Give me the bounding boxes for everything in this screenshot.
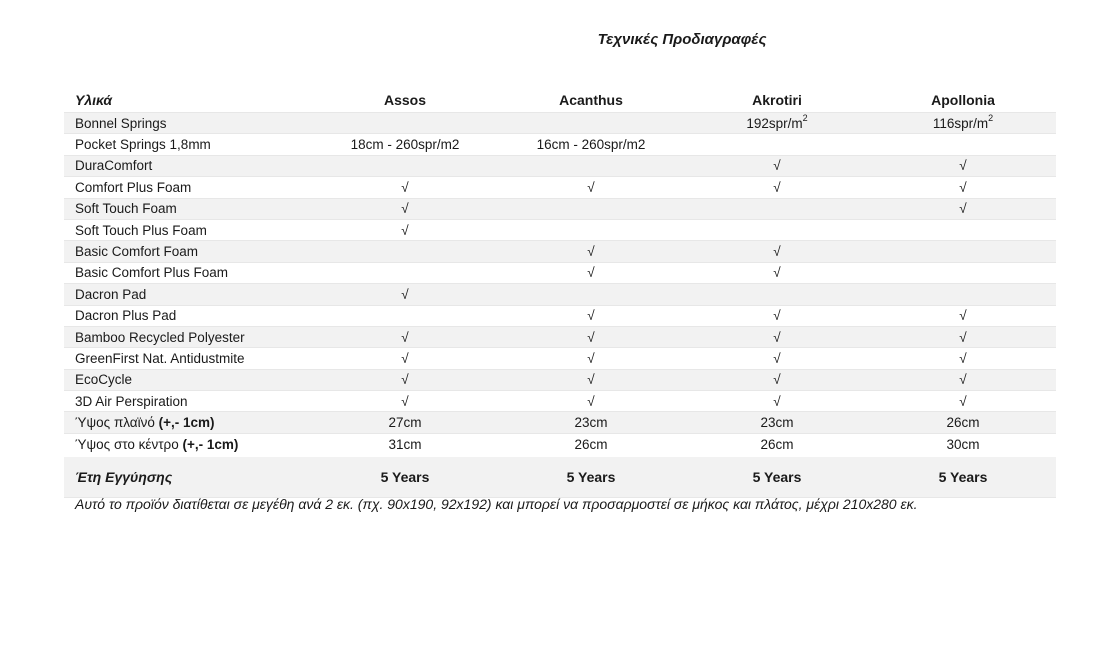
cell-value: √: [587, 393, 595, 409]
row-label: EcoCycle: [64, 369, 312, 390]
cell-value: [312, 113, 498, 134]
row-label: Ύψος στο κέντρο (+,- 1cm): [75, 436, 239, 452]
cell-value: √: [959, 350, 967, 366]
cell-value: √: [870, 369, 1056, 390]
cell-value: [870, 241, 1056, 262]
cell-value: √: [401, 222, 409, 238]
cell-value: 5 Years: [498, 456, 684, 498]
table-row: [64, 348, 1056, 369]
cell-value: 26cm: [760, 436, 794, 452]
spec-table: [64, 84, 1056, 498]
cell-value: √: [401, 393, 409, 409]
row-label: Soft Touch Plus Foam: [75, 222, 207, 238]
column-header-materials: Υλικά: [64, 84, 312, 113]
cell-value: √: [773, 179, 781, 195]
table-row: [64, 155, 1056, 176]
cell-value: √: [684, 155, 870, 176]
cell-value: √: [773, 265, 781, 281]
cell-value: [498, 219, 684, 240]
row-label: Basic Comfort Foam: [64, 241, 312, 262]
cell-value: [870, 284, 1056, 305]
row-label: Basic Comfort Plus Foam: [75, 265, 229, 281]
cell-value: 23cm: [684, 412, 870, 433]
cell-value: √: [587, 308, 595, 324]
cell-value: √: [773, 393, 781, 409]
table-row: [64, 326, 1056, 347]
row-label: Pocket Springs 1,8mm: [75, 137, 211, 153]
cell-value: √: [684, 369, 870, 390]
cell-value: 18cm - 260spr/m2: [350, 137, 460, 153]
table-row: [64, 219, 1056, 240]
row-label: Bonnel Springs: [64, 113, 312, 134]
cell-value: √: [870, 155, 1056, 176]
cell-value: [684, 284, 870, 305]
cell-value: [870, 134, 1056, 155]
table-header-row: [64, 84, 1056, 113]
table-row: [64, 177, 1056, 198]
cell-value: √: [312, 326, 498, 347]
table-row: [64, 456, 1056, 498]
cell-value: √: [587, 179, 595, 195]
cell-value: [684, 134, 870, 155]
cell-value: [312, 155, 498, 176]
cell-value: √: [773, 308, 781, 324]
cell-value: √: [870, 326, 1056, 347]
cell-value: [498, 198, 684, 219]
cell-value: √: [401, 350, 409, 366]
row-label: 3D Air Perspiration: [75, 393, 188, 409]
column-header-assos: Assos: [312, 84, 498, 113]
cell-value: √: [498, 326, 684, 347]
cell-value: 26cm: [574, 436, 608, 452]
cell-value: √: [312, 369, 498, 390]
table-row: [64, 412, 1056, 433]
cell-value: [684, 219, 870, 240]
table-row: [64, 262, 1056, 283]
table-row: [64, 284, 1056, 305]
cell-value: [312, 241, 498, 262]
cell-value: $116spr/m^2$: [870, 113, 1056, 134]
cell-value: [870, 262, 1056, 283]
cell-value: √: [401, 179, 409, 195]
cell-value: 26cm: [870, 412, 1056, 433]
cell-value: √: [773, 350, 781, 366]
cell-value: 30cm: [946, 436, 980, 452]
cell-value: $192spr/m^2$: [684, 113, 870, 134]
cell-value: √: [959, 308, 967, 324]
table-row: [64, 305, 1056, 326]
cell-value: [312, 262, 498, 283]
row-label: Soft Touch Foam: [64, 198, 312, 219]
cell-value: [498, 113, 684, 134]
cell-value: 31cm: [388, 436, 422, 452]
cell-value: [684, 198, 870, 219]
cell-value: 5 Years: [684, 456, 870, 498]
cell-value: 5 Years: [870, 456, 1056, 498]
cell-value: 27cm: [312, 412, 498, 433]
cell-value: √: [959, 393, 967, 409]
cell-value: √: [498, 369, 684, 390]
table-row: [64, 198, 1056, 219]
spec-table-body: [64, 113, 1056, 498]
cell-value: 23cm: [498, 412, 684, 433]
column-header-akrotiri: Akrotiri: [684, 84, 870, 113]
column-header-acanthus: Acanthus: [498, 84, 684, 113]
cell-value: [870, 219, 1056, 240]
cell-value: √: [959, 179, 967, 195]
row-label: Dacron Plus Pad: [75, 308, 177, 324]
table-row: [64, 113, 1056, 134]
row-label: Έτη Εγγύησης: [64, 456, 312, 498]
cell-value: 16cm - 260spr/m2: [536, 137, 646, 153]
cell-value: √: [684, 326, 870, 347]
table-row: [64, 134, 1056, 155]
cell-value: 5 Years: [312, 456, 498, 498]
table-row: [64, 433, 1056, 455]
cell-value: √: [684, 241, 870, 262]
table-row: [64, 369, 1056, 390]
row-label: Comfort Plus Foam: [75, 179, 192, 195]
row-label: Dacron Pad: [64, 284, 312, 305]
row-label: Ύψος πλαϊνό (+,- 1cm): [64, 412, 312, 433]
row-label: GreenFirst Nat. Antidustmite: [75, 350, 245, 366]
column-header-apollonia: Apollonia: [870, 84, 1056, 113]
page-title: Τεχνικές Προδιαγραφές: [597, 31, 767, 48]
cell-value: [498, 284, 684, 305]
cell-value: √: [312, 284, 498, 305]
cell-value: [498, 155, 684, 176]
cell-value: √: [870, 198, 1056, 219]
cell-value: √: [498, 241, 684, 262]
table-row: [64, 241, 1056, 262]
table-row: [64, 391, 1056, 412]
cell-value: [312, 305, 498, 326]
cell-value: √: [587, 265, 595, 281]
row-label: DuraComfort: [64, 155, 312, 176]
cell-value: √: [587, 350, 595, 366]
cell-value: √: [312, 198, 498, 219]
row-label: Bamboo Recycled Polyester: [64, 326, 312, 347]
footer-note: Αυτό το προϊόν διατίθεται σε μεγέθη ανά 2 εκ. (πχ. 90x190, 92x192) και μπορεί να προσαρμοστεί σε μήκος και πλάτος, μέχρι 210x280 εκ.: [75, 496, 918, 512]
